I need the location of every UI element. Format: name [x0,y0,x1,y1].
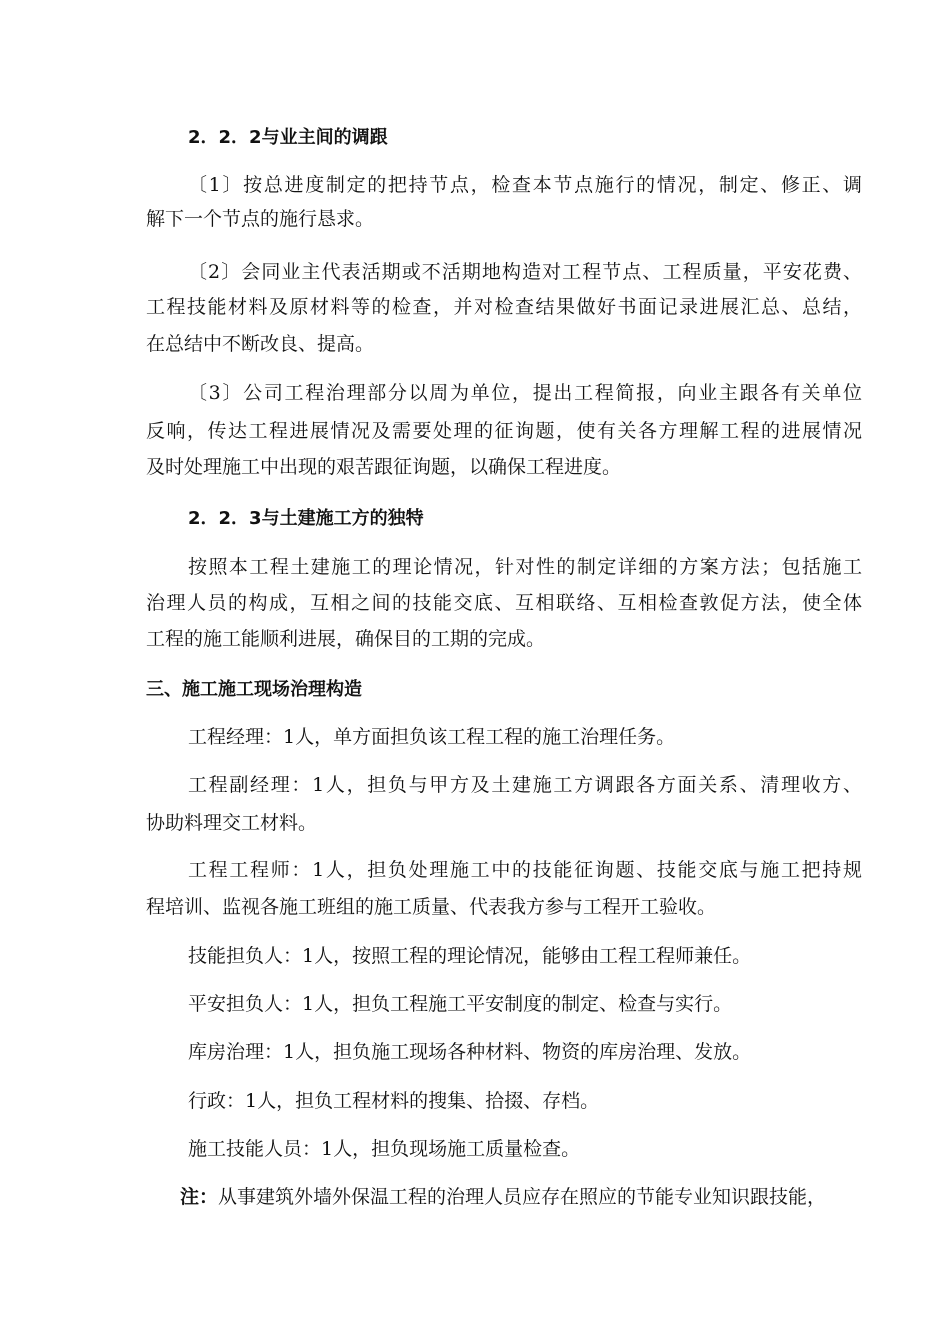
paragraph-line: 在总结中不断改良、提高。 [146,333,375,355]
paragraph-line: 及时处理施工中出现的艰苦跟征询题，以确保工程进度。 [146,456,622,478]
staff-item: 技能担负人：1人，按照工程的理论情况，能够由工程工程师兼任。 [188,945,752,967]
staff-item: 工程经理：1人，单方面担负该工程工程的施工治理任务。 [188,726,676,748]
paragraph-line: 解下一个节点的施行恳求。 [146,208,375,230]
note-line [180,1183,950,1211]
paragraph-line: 〔1〕按总进度制定的把持节点，检查本节点施行的情况，制定、修正、调 [188,174,862,196]
paragraph-line: 工程的施工能顺利进展，确保目的工期的完成。 [146,628,546,650]
paragraph-line: 〔2〕会同业主代表活期或不活期地构造对工程节点、工程质量，平安花费、 [188,261,862,283]
staff-item: 平安担负人：1人，担负工程施工平安制度的制定、检查与实行。 [188,993,733,1015]
note-text: 从事建筑外墙外保温工程的治理人员应存在照应的节能专业知识跟技能， [218,1186,827,1208]
staff-item: 工程副经理：1人，担负与甲方及土建施工方调跟各方面关系、清理收方、 [188,774,862,796]
staff-item: 库房治理：1人，担负施工现场各种材料、物资的库房治理、发放。 [188,1041,752,1063]
staff-item: 协助料理交工材料。 [146,812,318,834]
paragraph-line: 工程技能材料及原材料等的检查，并对检查结果做好书面记录进展汇总、总结， [146,296,862,318]
staff-item: 行政：1人，担负工程材料的搜集、拾掇、存档。 [188,1090,600,1112]
staff-item: 施工技能人员：1人，担负现场施工质量检查。 [188,1138,581,1160]
section-heading-3: 三、施工施工现场治理构造 [146,679,362,700]
note-label: 注： [180,1186,219,1208]
paragraph-line: 按照本工程土建施工的理论情况，针对性的制定详细的方案方法；包括施工 [188,556,862,578]
section-heading-2-2-2: 2．2．2与业主间的调跟 [188,127,388,148]
staff-item: 工程工程师：1人，担负处理施工中的技能征询题、技能交底与施工把持规 [188,859,862,881]
staff-item: 程培训、监视各施工班组的施工质量、代表我方参与工程开工验收。 [146,896,717,918]
section-heading-2-2-3: 2．2．3与土建施工方的独特 [188,508,424,529]
paragraph-line: 反响，传达工程进展情况及需要处理的征询题，使有关各方理解工程的进展情况 [146,420,862,442]
paragraph-line: 治理人员的构成，互相之间的技能交底、互相联络、互相检查敦促方法，使全体 [146,592,862,614]
paragraph-line: 〔3〕公司工程治理部分以周为单位，提出工程简报，向业主跟各有关单位 [188,382,862,404]
